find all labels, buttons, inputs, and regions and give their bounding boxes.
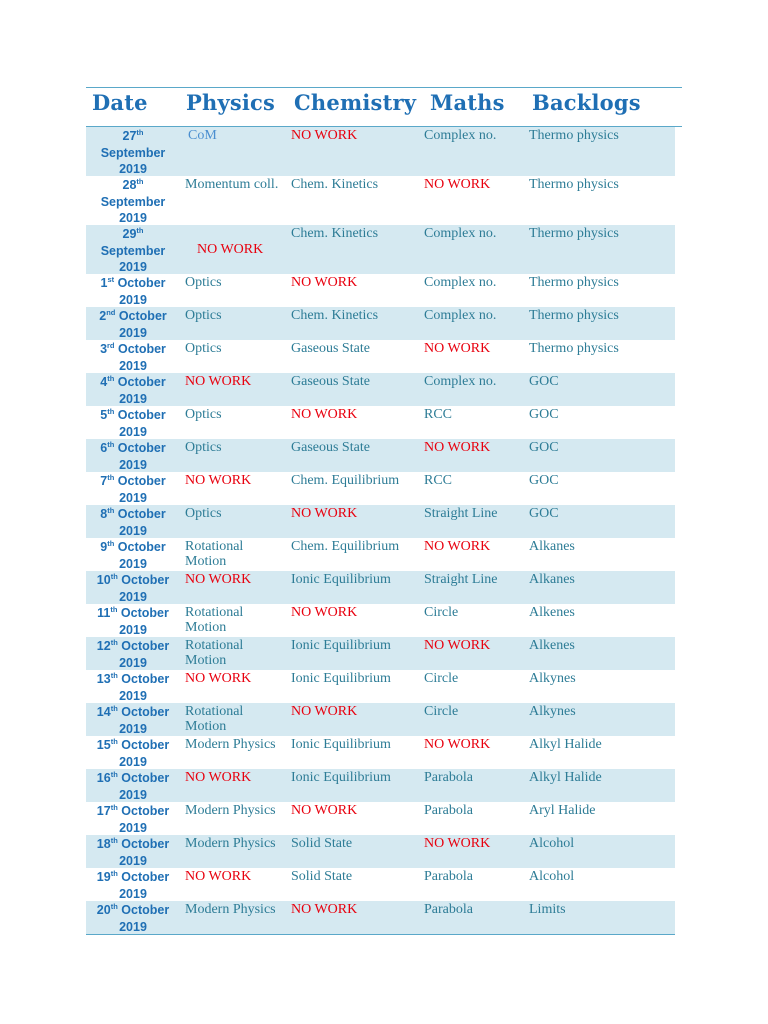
date-cell (86, 374, 180, 407)
backlogs-cell: Alkanes (529, 572, 575, 587)
chemistry-cell: NO WORK (291, 506, 358, 521)
maths-cell: NO WORK (424, 737, 491, 752)
backlogs-cell: Thermo physics (529, 226, 619, 241)
backlogs-cell: GOC (529, 374, 559, 389)
date-cell (86, 440, 180, 473)
backlogs-cell: Alkynes (529, 671, 576, 686)
date-suffix: th (107, 473, 115, 482)
date-cell (86, 836, 180, 869)
date-day: 13th October (96, 671, 170, 686)
date-suffix: th (107, 506, 115, 515)
table-row (86, 604, 675, 637)
date-cell (86, 638, 180, 671)
maths-cell: Complex no. (424, 308, 497, 323)
chemistry-cell: NO WORK (291, 902, 358, 917)
chemistry-cell: Chem. Kinetics (291, 177, 379, 192)
date-suffix: th (107, 407, 115, 416)
chemistry-cell: Ionic Equilibrium (291, 572, 391, 587)
date-suffix: th (110, 737, 118, 746)
table-header (86, 88, 682, 127)
table-row (86, 835, 675, 868)
date-day: 6th October (100, 440, 166, 455)
physics-cell: NO WORK (185, 671, 252, 686)
date-day: 12th October (96, 638, 170, 653)
date-cell (86, 275, 180, 308)
header-maths: Maths (430, 90, 505, 115)
date-cell (86, 704, 180, 737)
date-cell (86, 737, 180, 770)
table-row (86, 670, 675, 703)
physics-cell: NO WORK (185, 572, 252, 587)
date-suffix: th (110, 704, 118, 713)
header-chemistry: Chemistry (294, 90, 417, 115)
maths-cell: Circle (424, 704, 459, 719)
maths-cell: Parabola (424, 770, 473, 785)
backlogs-cell: Alkanes (529, 539, 575, 554)
date-year: 2019 (119, 325, 147, 340)
date-cell (86, 803, 180, 836)
chemistry-cell: Gaseous State (291, 440, 370, 455)
table-row (86, 505, 675, 538)
maths-cell: Parabola (424, 869, 473, 884)
date-suffix: th (110, 902, 118, 911)
chemistry-cell: NO WORK (291, 803, 358, 818)
table-row (86, 307, 675, 340)
physics-cell: Momentum coll. (185, 177, 279, 192)
maths-cell: Straight Line (424, 572, 498, 587)
backlogs-cell: Alkynes (529, 704, 576, 719)
physics-cell: Optics (185, 407, 222, 422)
backlogs-cell: Alkyl Halide (529, 770, 602, 785)
backlogs-cell: Thermo physics (529, 341, 619, 356)
chemistry-cell: Ionic Equilibrium (291, 671, 391, 686)
physics-cell: Optics (185, 506, 222, 521)
table-row (86, 802, 675, 835)
table-row (86, 472, 675, 505)
maths-cell: NO WORK (424, 177, 491, 192)
maths-cell: NO WORK (424, 638, 491, 653)
backlogs-cell: Thermo physics (529, 308, 619, 323)
date-month: September (100, 243, 166, 258)
maths-cell: Parabola (424, 803, 473, 818)
chemistry-cell: NO WORK (291, 128, 358, 143)
date-suffix: th (107, 440, 115, 449)
chemistry-cell: Chem. Kinetics (291, 308, 379, 323)
table-row (86, 225, 675, 274)
date-suffix: th (136, 226, 144, 235)
chemistry-cell: Chem. Kinetics (291, 226, 379, 241)
backlogs-cell: Aryl Halide (529, 803, 596, 818)
table-row (86, 127, 675, 176)
physics-cell: NO WORK (185, 869, 252, 884)
date-year: 2019 (119, 162, 147, 176)
date-suffix: th (110, 803, 118, 812)
table-row (86, 769, 675, 802)
table-row (86, 538, 675, 571)
chemistry-cell: Gaseous State (291, 341, 370, 356)
date-suffix: th (110, 671, 118, 680)
table-row (86, 176, 675, 225)
date-cell (86, 902, 180, 935)
date-suffix: rd (107, 341, 115, 350)
chemistry-cell: NO WORK (291, 275, 358, 290)
header-date: Date (92, 90, 148, 115)
date-day: 5th October (100, 407, 166, 422)
date-suffix: th (110, 770, 118, 779)
backlogs-cell: Alkenes (529, 638, 575, 653)
date-cell (86, 506, 180, 539)
physics-cell: Modern Physics (185, 836, 276, 851)
physics-cell: Rotational Motion (185, 704, 244, 734)
chemistry-cell: NO WORK (291, 704, 358, 719)
physics-cell: Rotational Motion (185, 605, 244, 635)
date-year: 2019 (119, 688, 147, 703)
table-row (86, 406, 675, 439)
maths-cell: Circle (424, 605, 459, 620)
table-row (86, 901, 675, 934)
date-cell (86, 341, 180, 374)
date-day: 28th (122, 177, 144, 192)
date-year: 2019 (119, 721, 147, 736)
date-suffix: th (110, 605, 118, 614)
date-day: 11th October (97, 605, 169, 620)
date-year: 2019 (119, 292, 147, 307)
backlogs-cell: Alkyl Halide (529, 737, 602, 752)
date-suffix: nd (106, 308, 116, 317)
date-year: 2019 (119, 556, 147, 571)
maths-cell: Circle (424, 671, 459, 686)
date-year: 2019 (119, 754, 147, 769)
backlogs-cell: Alcohol (529, 869, 575, 884)
maths-cell: RCC (424, 473, 453, 488)
date-cell (86, 572, 180, 605)
date-day: 18th October (96, 836, 170, 851)
date-cell (86, 407, 180, 440)
date-suffix: th (110, 836, 118, 845)
date-day: 4th October (100, 374, 166, 389)
schedule-table-body (86, 127, 675, 935)
date-suffix: st (107, 275, 115, 284)
maths-cell: Complex no. (424, 226, 497, 241)
chemistry-cell: Solid State (291, 869, 353, 884)
physics-cell: Rotational Motion (185, 539, 244, 569)
date-suffix: th (110, 572, 118, 581)
header-physics: Physics (186, 90, 276, 115)
table-row (86, 373, 675, 406)
backlogs-cell: GOC (529, 440, 559, 455)
date-suffix: th (136, 128, 144, 137)
physics-cell: NO WORK (185, 770, 252, 785)
physics-cell: Optics (185, 341, 222, 356)
physics-cell: NO WORK (185, 473, 252, 488)
chemistry-cell: Chem. Equilibrium (291, 539, 400, 554)
date-year: 2019 (119, 523, 147, 538)
chemistry-cell: Ionic Equilibrium (291, 737, 391, 752)
date-year: 2019 (119, 853, 147, 868)
physics-cell: NO WORK (185, 374, 252, 389)
date-cell (86, 671, 180, 704)
date-day: 3rd October (100, 341, 166, 356)
date-year: 2019 (119, 655, 147, 670)
physics-cell: Rotational Motion (185, 638, 244, 668)
maths-cell: Complex no. (424, 128, 497, 143)
backlogs-cell: Alcohol (529, 836, 575, 851)
date-suffix: th (107, 539, 115, 548)
chemistry-cell: Ionic Equilibrium (291, 638, 391, 653)
chemistry-cell: NO WORK (291, 605, 358, 620)
physics-cell: Optics (185, 275, 222, 290)
date-year: 2019 (119, 391, 147, 406)
date-year: 2019 (119, 358, 147, 373)
backlogs-cell: Thermo physics (529, 177, 619, 192)
maths-cell: Parabola (424, 902, 473, 917)
table-row (86, 439, 675, 472)
backlogs-cell: Limits (529, 902, 566, 917)
date-year: 2019 (119, 820, 147, 835)
date-year: 2019 (119, 589, 147, 604)
date-day: 16th October (96, 770, 170, 785)
table-row (86, 736, 675, 769)
date-year: 2019 (119, 919, 147, 934)
chemistry-cell: Gaseous State (291, 374, 370, 389)
date-day: 20th October (96, 902, 170, 917)
physics-cell: NO WORK (197, 242, 264, 257)
date-day: 1st October (100, 275, 166, 290)
header-backlogs: Backlogs (532, 90, 641, 115)
date-day: 10th October (96, 572, 170, 587)
backlogs-cell: GOC (529, 506, 559, 521)
maths-cell: NO WORK (424, 836, 491, 851)
date-cell (86, 226, 180, 276)
date-month: September (100, 194, 166, 209)
physics-cell: Modern Physics (185, 803, 276, 818)
date-suffix: th (107, 374, 115, 383)
date-cell (86, 770, 180, 803)
backlogs-cell: GOC (529, 407, 559, 422)
chemistry-cell: Chem. Equilibrium (291, 473, 400, 488)
date-day: 14th October (96, 704, 170, 719)
date-cell (86, 539, 180, 572)
date-day: 8th October (100, 506, 166, 521)
date-year: 2019 (119, 490, 147, 505)
date-day: 15th October (96, 737, 170, 752)
physics-cell: CoM (188, 128, 217, 143)
physics-cell: Modern Physics (185, 737, 276, 752)
date-year: 2019 (119, 457, 147, 472)
backlogs-cell: GOC (529, 473, 559, 488)
date-day: 17th October (96, 803, 170, 818)
date-year: 2019 (119, 787, 147, 802)
backlogs-cell: Alkenes (529, 605, 575, 620)
date-day: 7th October (100, 473, 166, 488)
maths-cell: Complex no. (424, 374, 497, 389)
backlogs-cell: Thermo physics (529, 128, 619, 143)
date-cell (86, 128, 180, 178)
maths-cell: NO WORK (424, 440, 491, 455)
date-day: 29th (122, 226, 144, 241)
maths-cell: NO WORK (424, 341, 491, 356)
table-row (86, 571, 675, 604)
date-cell (86, 308, 180, 341)
date-suffix: th (110, 869, 118, 878)
maths-cell: Straight Line (424, 506, 498, 521)
table-row (86, 340, 675, 373)
date-day: 9th October (100, 539, 166, 554)
date-day: 27th (122, 128, 144, 143)
physics-cell: Optics (185, 440, 222, 455)
date-cell (86, 473, 180, 506)
date-suffix: th (110, 638, 118, 647)
date-day: 19th October (96, 869, 170, 884)
date-month: September (100, 145, 166, 160)
date-day: 2nd October (99, 308, 167, 323)
physics-cell: Optics (185, 308, 222, 323)
date-year: 2019 (119, 622, 147, 637)
date-cell (86, 605, 180, 638)
backlogs-cell: Thermo physics (529, 275, 619, 290)
date-cell (86, 869, 180, 902)
date-suffix: th (136, 177, 144, 186)
date-cell (86, 177, 180, 227)
date-year: 2019 (119, 211, 147, 225)
date-year: 2019 (119, 424, 147, 439)
maths-cell: Complex no. (424, 275, 497, 290)
table-row (86, 868, 675, 901)
date-year: 2019 (119, 886, 147, 901)
table-row (86, 703, 675, 736)
chemistry-cell: Ionic Equilibrium (291, 770, 391, 785)
maths-cell: RCC (424, 407, 453, 422)
physics-cell: Modern Physics (185, 902, 276, 917)
date-year: 2019 (119, 260, 147, 274)
table-row (86, 274, 675, 307)
chemistry-cell: NO WORK (291, 407, 358, 422)
table-row (86, 637, 675, 670)
chemistry-cell: Solid State (291, 836, 353, 851)
maths-cell: NO WORK (424, 539, 491, 554)
